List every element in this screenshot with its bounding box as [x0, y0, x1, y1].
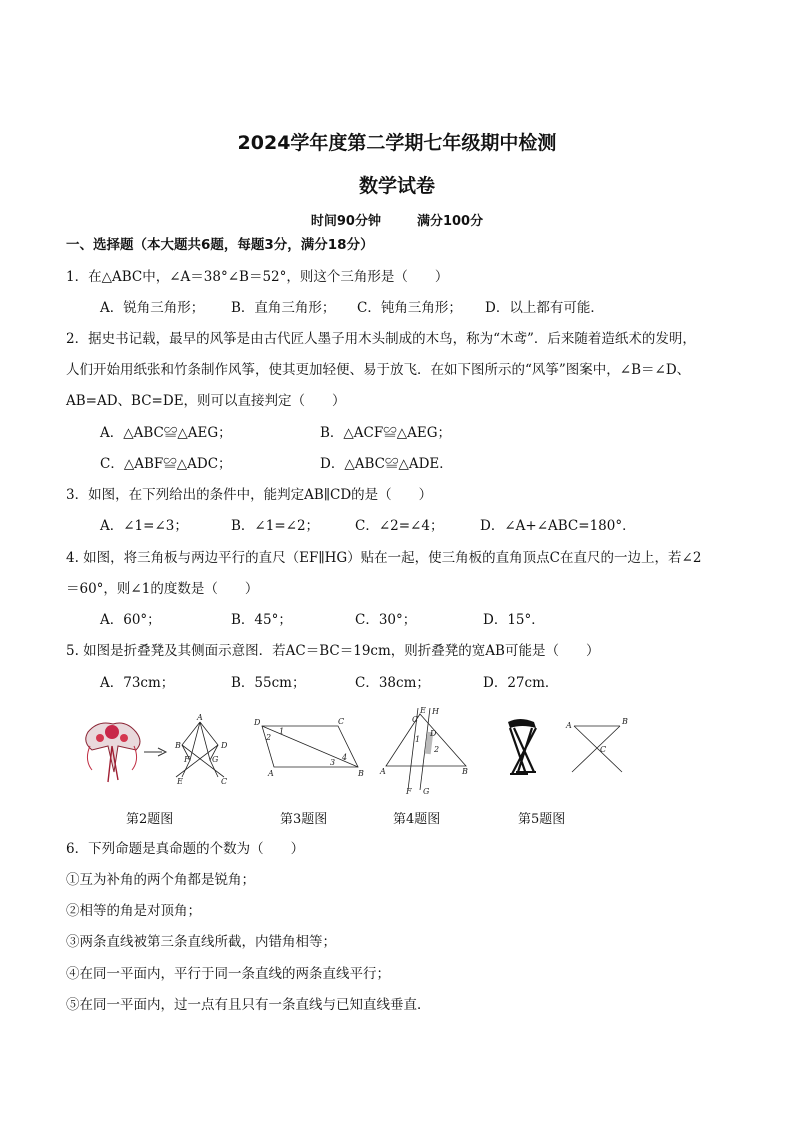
q1-option-d: D．以上都有可能．	[485, 300, 604, 316]
figure-3-quadrilateral	[246, 712, 366, 780]
caption-fig4: 第4题图	[393, 812, 441, 827]
fig2-label-b: B	[175, 741, 181, 750]
fig3-label-b: B	[358, 769, 364, 778]
kite-icon	[86, 723, 140, 782]
q3-option-d: D．∠A+∠ABC=180°．	[480, 518, 636, 534]
fig4-label-d: D	[430, 729, 437, 738]
q2-option-d: D．△ABC≌△ADE．	[320, 456, 453, 472]
fig3-label-a: A	[268, 769, 274, 778]
question-4-stem-line2: ＝60°，则∠1的度数是（ ）	[66, 581, 259, 597]
section-heading: 一、选择题（本大题共6题，每题3分，满分18分）	[66, 237, 374, 253]
fig4-label-h: H	[432, 707, 439, 716]
question-1-stem: 1．在△ABC中，∠A＝38°∠B＝52°，则这个三角形是（ ）	[66, 269, 449, 285]
q4-option-b: B．45°；	[231, 612, 292, 628]
fig2-label-a: A	[197, 713, 203, 722]
q3-option-b: B．∠1=∠2；	[231, 518, 320, 534]
fig4-label-c: C	[412, 715, 419, 724]
question-2-stem-line2: 人们开始用纸张和竹条制作风筝，使其更加轻便、易于放飞．在如下图所示的“风筝”图案中，∠B＝∠D、	[66, 362, 691, 378]
folding-stool-icon	[508, 719, 536, 774]
fig3-label-2: 2	[266, 733, 272, 742]
q4-option-a: A．60°；	[100, 612, 161, 628]
question-6-stem: 6．下列命题是真命题的个数为（ ）	[66, 841, 305, 857]
fig4-label-1: 1	[415, 735, 421, 744]
q5-option-c: C．38cm；	[355, 675, 430, 691]
q4-option-d: D．15°．	[483, 612, 545, 628]
fig3-label-4: 4	[342, 753, 348, 762]
q6-statement-5: ⑤在同一平面内，过一点有且只有一条直线与已知直线垂直．	[66, 997, 431, 1013]
exam-meta	[0, 210, 794, 229]
caption-fig2: 第2题图	[126, 812, 174, 827]
q3-option-c: C．∠2=∠4；	[355, 518, 444, 534]
fig4-label-g: G	[423, 787, 430, 796]
fig4-label-a: A	[380, 767, 386, 776]
caption-fig3: 第3题图	[280, 812, 328, 827]
question-3-stem: 3．如图，在下列给出的条件中，能判定AB∥CD的是（ ）	[66, 487, 433, 503]
fig2-label-g: G	[212, 755, 219, 764]
q4-option-c: C．30°；	[355, 612, 417, 628]
q2-option-b: B．△ACF≌△AEG；	[320, 425, 452, 441]
fig4-label-b: B	[462, 767, 468, 776]
question-2-stem-line3: AB=AD、BC=DE，则可以直接判定（ ）	[66, 393, 346, 409]
fig4-label-e: E	[420, 706, 426, 715]
fig3-label-c: C	[338, 717, 345, 726]
q5-option-a: A．73cm；	[100, 675, 175, 691]
fig2-label-c: C	[221, 777, 228, 786]
fig5-label-a: A	[566, 721, 572, 730]
q2-option-a: A．△ABC≌△AEG；	[100, 425, 232, 441]
fig2-label-f: F	[184, 755, 190, 764]
q5-option-b: B．55cm；	[231, 675, 306, 691]
q2-option-c: C．△ABF≌△ADC；	[100, 456, 232, 472]
fig2-label-e: E	[177, 777, 183, 786]
q3-option-a: A．∠1=∠3；	[100, 518, 188, 534]
figure-4-triangle-ruler	[376, 704, 476, 796]
fig2-label-d: D	[221, 741, 228, 750]
caption-fig5: 第5题图	[518, 812, 566, 827]
exam-score: 满分100分	[416, 214, 484, 229]
exam-title: 2024学年度第二学期七年级期中检测	[237, 132, 557, 154]
q1-option-b: B．直角三角形；	[231, 300, 336, 316]
q1-option-c: C．钝角三角形；	[357, 300, 462, 316]
fig5-label-b: B	[622, 717, 628, 726]
exam-subtitle: 数学试卷	[358, 175, 435, 197]
figure-5-folding-stool	[496, 712, 636, 780]
fig3-label-3: 3	[330, 758, 336, 767]
fig3-label-d: D	[254, 718, 261, 727]
fig4-label-f: F	[406, 787, 412, 796]
question-5-stem: 5. 如图是折叠凳及其侧面示意图．若AC＝BC＝19cm，则折叠凳的宽AB可能是（ ）	[66, 643, 600, 659]
q1-option-a: A．锐角三角形；	[100, 300, 205, 316]
question-4-stem-line1: 4. 如图，将三角板与两边平行的直尺（EF∥HG）贴在一起，使三角板的直角顶点C在直尺的一边上，若∠2	[66, 550, 702, 566]
q6-statement-3: ③两条直线被第三条直线所截，内错角相等；	[66, 934, 336, 950]
q6-statement-4: ④在同一平面内，平行于同一条直线的两条直线平行；	[66, 966, 390, 982]
exam-time: 时间90分钟	[310, 214, 381, 229]
question-2-stem-line1: 2．据史书记载，最早的风筝是由古代匠人墨子用木头制成的木鸟，称为“木鸢”．后来随着造纸术的发明，	[66, 331, 696, 347]
q5-option-d: D．27cm．	[483, 675, 559, 691]
figure-2-kite	[78, 712, 238, 787]
q6-statement-2: ②相等的角是对顶角；	[66, 903, 201, 919]
fig5-label-c: C	[600, 745, 607, 754]
fig3-label-1: 1	[279, 727, 285, 736]
fig4-label-2: 2	[434, 745, 440, 754]
q6-statement-1: ①互为补角的两个角都是锐角；	[66, 872, 255, 888]
